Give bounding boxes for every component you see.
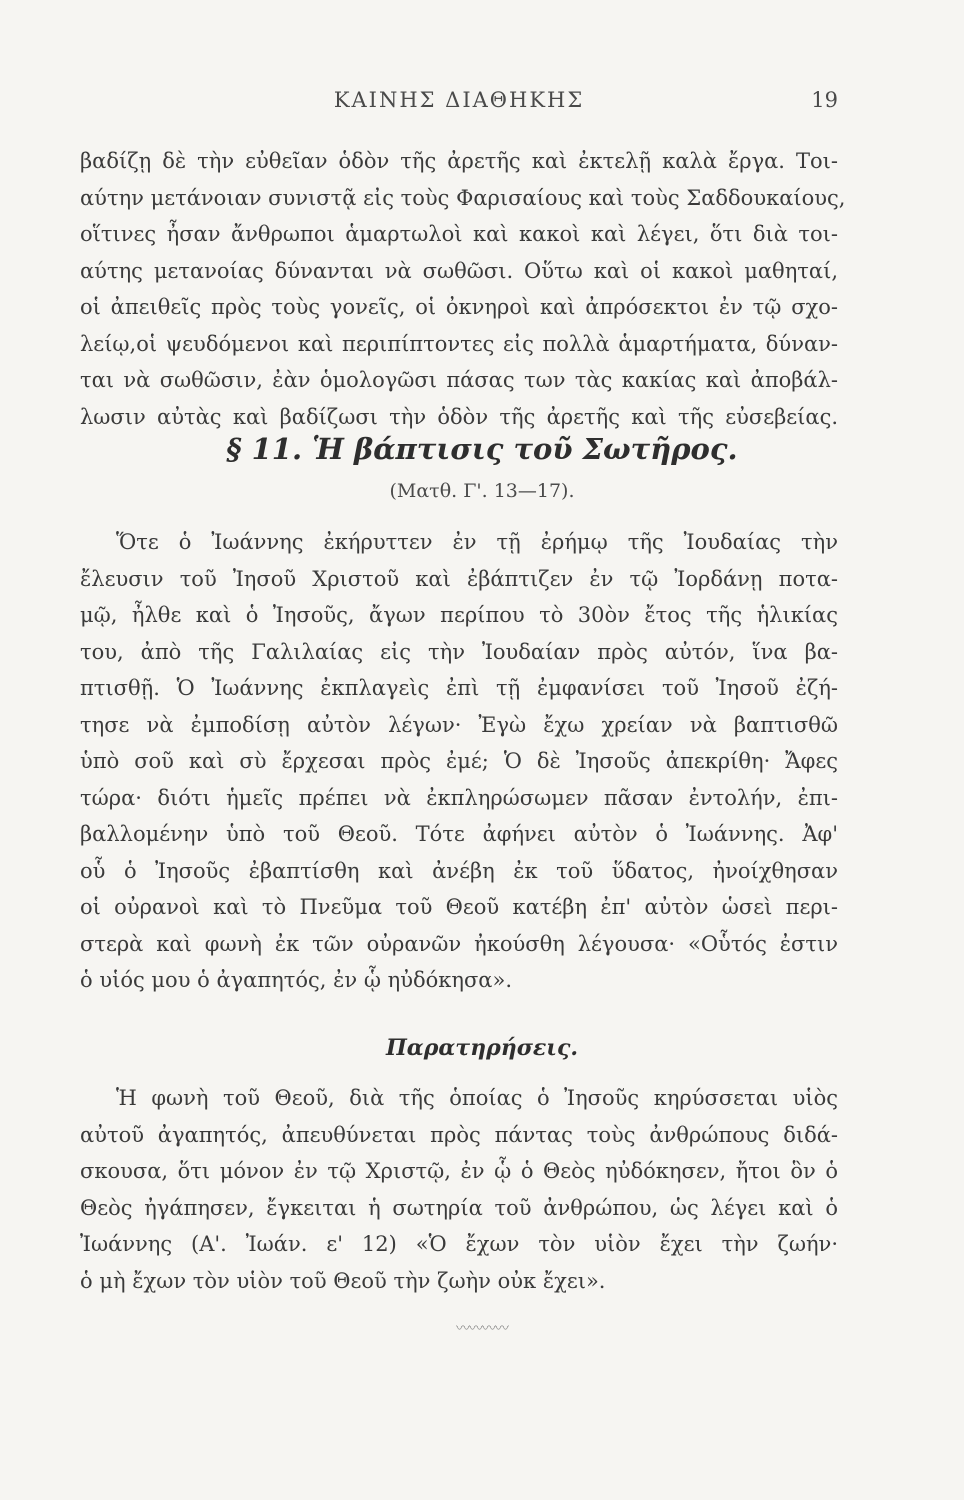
text-line: τώρα· διότι ἡμεῖς πρέπει νὰ ἐκπληρώσωμεν πᾶσαν ἐντολήν, ἐπι- bbox=[80, 785, 838, 810]
observations-heading: Παρατηρήσεις. bbox=[386, 1035, 578, 1061]
observations-paragraph bbox=[80, 1080, 838, 1299]
text-line: λείῳ,οἱ ψευδόμενοι καὶ περιπίπτοντες εἰς πολλὰ ἁμαρτήματα, δύναν- bbox=[80, 331, 838, 356]
text-line: λωσιν αὐτὰς καὶ βαδίζωσι τὴν ὁδὸν τῆς ἀρετῆς καὶ τῆς εὐσεβείας. bbox=[80, 404, 838, 429]
text-line: οὗ ὁ Ἰησοῦς ἐβαπτίσθη καὶ ἀνέβη ἐκ τοῦ ὕδατος, ἠνοίχθησαν bbox=[80, 858, 838, 883]
text-line: ὁ μὴ ἔχων τὸν υἱὸν τοῦ Θεοῦ τὴν ζωὴν οὐκ ἔχει». bbox=[80, 1268, 606, 1293]
text-line: Ἡ φωνὴ τοῦ Θεοῦ, διὰ τῆς ὁποίας ὁ Ἰησοῦς κηρύσσεται υἱὸς bbox=[116, 1086, 838, 1110]
section-title: § 11. Ἡ βάπτισις τοῦ Σωτῆρος. bbox=[226, 432, 738, 466]
scripture-reference: (Ματθ. Γ'. 13—17). bbox=[389, 480, 575, 502]
text-line: ται νὰ σωθῶσιν, ἐὰν ὁμολογῶσι πάσας των τὰς κακίας καὶ ἀποβάλ- bbox=[80, 368, 838, 392]
text-line: Ἰωάννης (Α'. Ἰωάν. ε' 12) «Ὁ ἔχων τὸν υἱὸν ἔχει τὴν ζωήν· bbox=[80, 1232, 838, 1256]
text-line: του, ἀπὸ τῆς Γαλιλαίας εἰς τὴν Ἰουδαίαν πρὸς αὐτόν, ἵνα βα- bbox=[80, 639, 838, 664]
text-line: ὁ υἱός μου ὁ ἀγαπητός, ἐν ᾧ ηὐδόκησα». bbox=[80, 968, 513, 992]
wavy-line-ornament: 〰〰〰〰 bbox=[456, 1321, 508, 1337]
running-title: ΚΑΙΝΗΣ ΔΙΑΘΗΚΗΣ bbox=[333, 88, 585, 112]
text-line: Θεὸς ἠγάπησεν, ἔγκειται ἡ σωτηρία τοῦ ἀνθρώπου, ὡς λέγει καὶ ὁ bbox=[80, 1195, 838, 1220]
text-line: μῷ, ἦλθε καὶ ὁ Ἰησοῦς, ἄγων περίπου τὸ 30ὸν ἔτος τῆς ἡλικίας bbox=[80, 603, 838, 627]
text-line: αὐτοῦ ἀγαπητός, ἀπευθύνεται πρὸς πάντας τοὺς ἀνθρώπους διδά- bbox=[80, 1122, 838, 1147]
text-line: στερὰ καὶ φωνὴ ἐκ τῶν οὐρανῶν ἠκούσθη λέγουσα· «Οὗτός ἐστιν bbox=[80, 931, 838, 956]
page-number: 19 bbox=[811, 88, 838, 112]
intro-paragraph bbox=[80, 143, 846, 435]
narrative-paragraph bbox=[80, 524, 838, 999]
text-line: βαδίζῃ δὲ τὴν εὐθεῖαν ὁδὸν τῆς ἀρετῆς καὶ ἐκτελῇ καλὰ ἔργα. Τοι- bbox=[80, 149, 838, 173]
text-line: αύτης μετανοίας δύνανται νὰ σωθῶσι. Οὕτω καὶ οἱ κακοὶ μαθηταί, bbox=[80, 258, 838, 283]
page-header bbox=[80, 88, 838, 118]
text-line: τησε νὰ ἐμποδίσῃ αὐτὸν λέγων· Ἐγὼ ἔχω χρείαν νὰ βαπτισθῶ bbox=[80, 712, 838, 737]
text-line: σκουσα, ὅτι μόνον ἐν τῷ Χριστῷ, ἐν ᾧ ὁ Θεὸς ηὐδόκησεν, ἤτοι ὃν ὁ bbox=[80, 1159, 838, 1183]
text-line: πτισθῇ. Ὁ Ἰωάννης ἐκπλαγεὶς ἐπὶ τῇ ἐμφανίσει τοῦ Ἰησοῦ ἐζή- bbox=[80, 676, 838, 700]
text-line: Ὅτε ὁ Ἰωάννης ἐκήρυττεν ἐν τῇ ἐρήμῳ τῆς Ἰουδαίας τὴν bbox=[116, 530, 838, 554]
text-line: οἱ οὐρανοὶ καὶ τὸ Πνεῦμα τοῦ Θεοῦ κατέβη ἐπ' αὐτὸν ὡσεὶ περι- bbox=[80, 895, 838, 919]
text-line: αύτην μετάνοιαν συνιστᾷ εἰς τοὺς Φαρισαίους καὶ τοὺς Σαδδουκαίους, bbox=[80, 185, 846, 210]
text-line: οἱ ἀπειθεῖς πρὸς τοὺς γονεῖς, οἱ ὀκνηροὶ καὶ ἀπρόσεκτοι ἐν τῷ σχο- bbox=[80, 295, 838, 319]
text-line: βαλλομένην ὑπὸ τοῦ Θεοῦ. Τότε ἀφήνει αὐτὸν ὁ Ἰωάννης. Ἀφ' bbox=[80, 822, 838, 846]
text-line: ὑπὸ σοῦ καὶ σὺ ἔρχεσαι πρὸς ἐμέ; Ὁ δὲ Ἰησοῦς ἀπεκρίθη· Ἄφες bbox=[80, 749, 838, 773]
text-line: οἵτινες ἦσαν ἄνθρωποι ἁμαρτωλοὶ καὶ κακοὶ καὶ λέγει, ὅτι διὰ τοι- bbox=[80, 222, 838, 246]
text-line: ἔλευσιν τοῦ Ἰησοῦ Χριστοῦ καὶ ἐβάπτιζεν ἐν τῷ Ἰορδάνῃ ποτα- bbox=[80, 566, 838, 591]
